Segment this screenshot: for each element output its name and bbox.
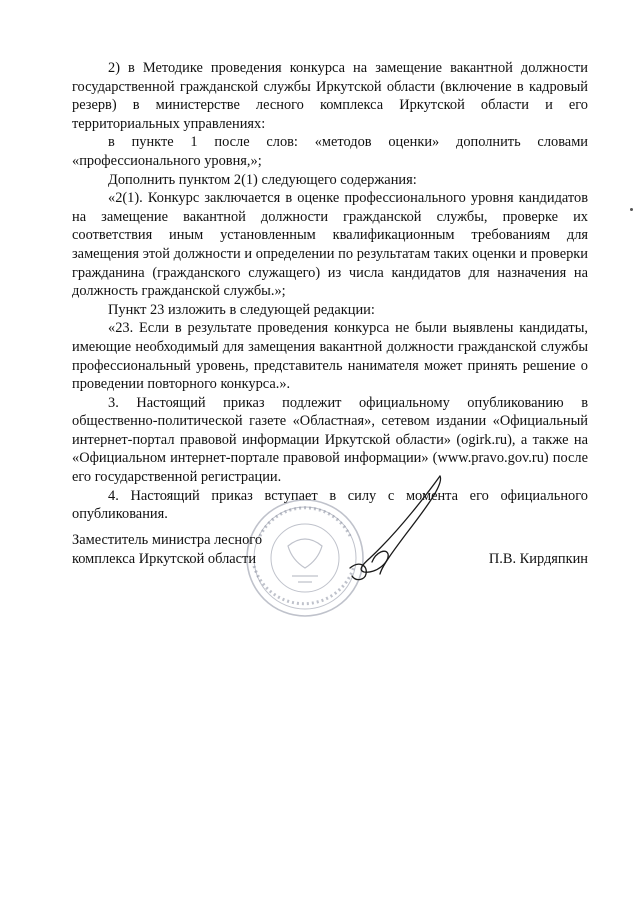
paragraph-entry-into-force: 4. Настоящий приказ вступает в силу с момента его официального опубликования.	[72, 487, 588, 523]
signatory-name: П.В. Кирдяпкин	[488, 550, 588, 567]
signatory-position	[72, 531, 262, 568]
paragraph-point-2-1-text: «2(1). Конкурс заключается в оценке профессионального уровня кандидатов на замещение вакантной должности гражданской службы, проверке их соответствия иным установленным квалификационным требованиям для замещения этой должности и определении по результатам таких оценки и проверки гражданина (гражданского служащего) из числа кандидатов для назначения на должность гражданской службы.»;	[72, 190, 588, 300]
document-body	[72, 59, 588, 524]
handwritten-signature	[330, 470, 450, 590]
paragraph-publication: 3. Настоящий приказ подлежит официальному опубликованию в общественно-политической газете «Областная», сетевом издании «Официальный интернет-портал правовой информации Иркутской области» (ogirk.ru), а также на «Официальном интернет-портале правовой информации» (www.pravo.gov.ru) после его государственной регистрации.	[72, 394, 588, 486]
paragraph-point-23-heading: Пункт 23 изложить в следующей редакции:	[108, 301, 375, 318]
signatory-position-line-2: комплекса Иркутской области	[72, 550, 257, 567]
paragraph-add-point-2-1: Дополнить пунктом 2(1) следующего содержания:	[108, 171, 417, 188]
paragraph-point-23-text: «23. Если в результате проведения конкурса не были выявлены кандидаты, имеющие необходимый для замещения вакантной должности гражданской службы профессиональный уровень, представитель нанимателя может принять решение о проведении повторного конкурса.».	[72, 320, 588, 393]
paragraph-methodology-amendment: 2) в Методике проведения конкурса на замещение вакантной должности государственной гражданской службы Иркутской области (включение в кадровый резерв) в министерстве лесного комплекса Иркутской области и его территориальных управлениях:	[72, 60, 588, 132]
paragraph-point-1-amendment: в пункте 1 после слов: «методов оценки» дополнить словами «профессионального уровня,»;	[72, 134, 588, 169]
scan-speck	[630, 208, 633, 211]
signatory-position-line-1: Заместитель министра лесного	[72, 532, 263, 548]
